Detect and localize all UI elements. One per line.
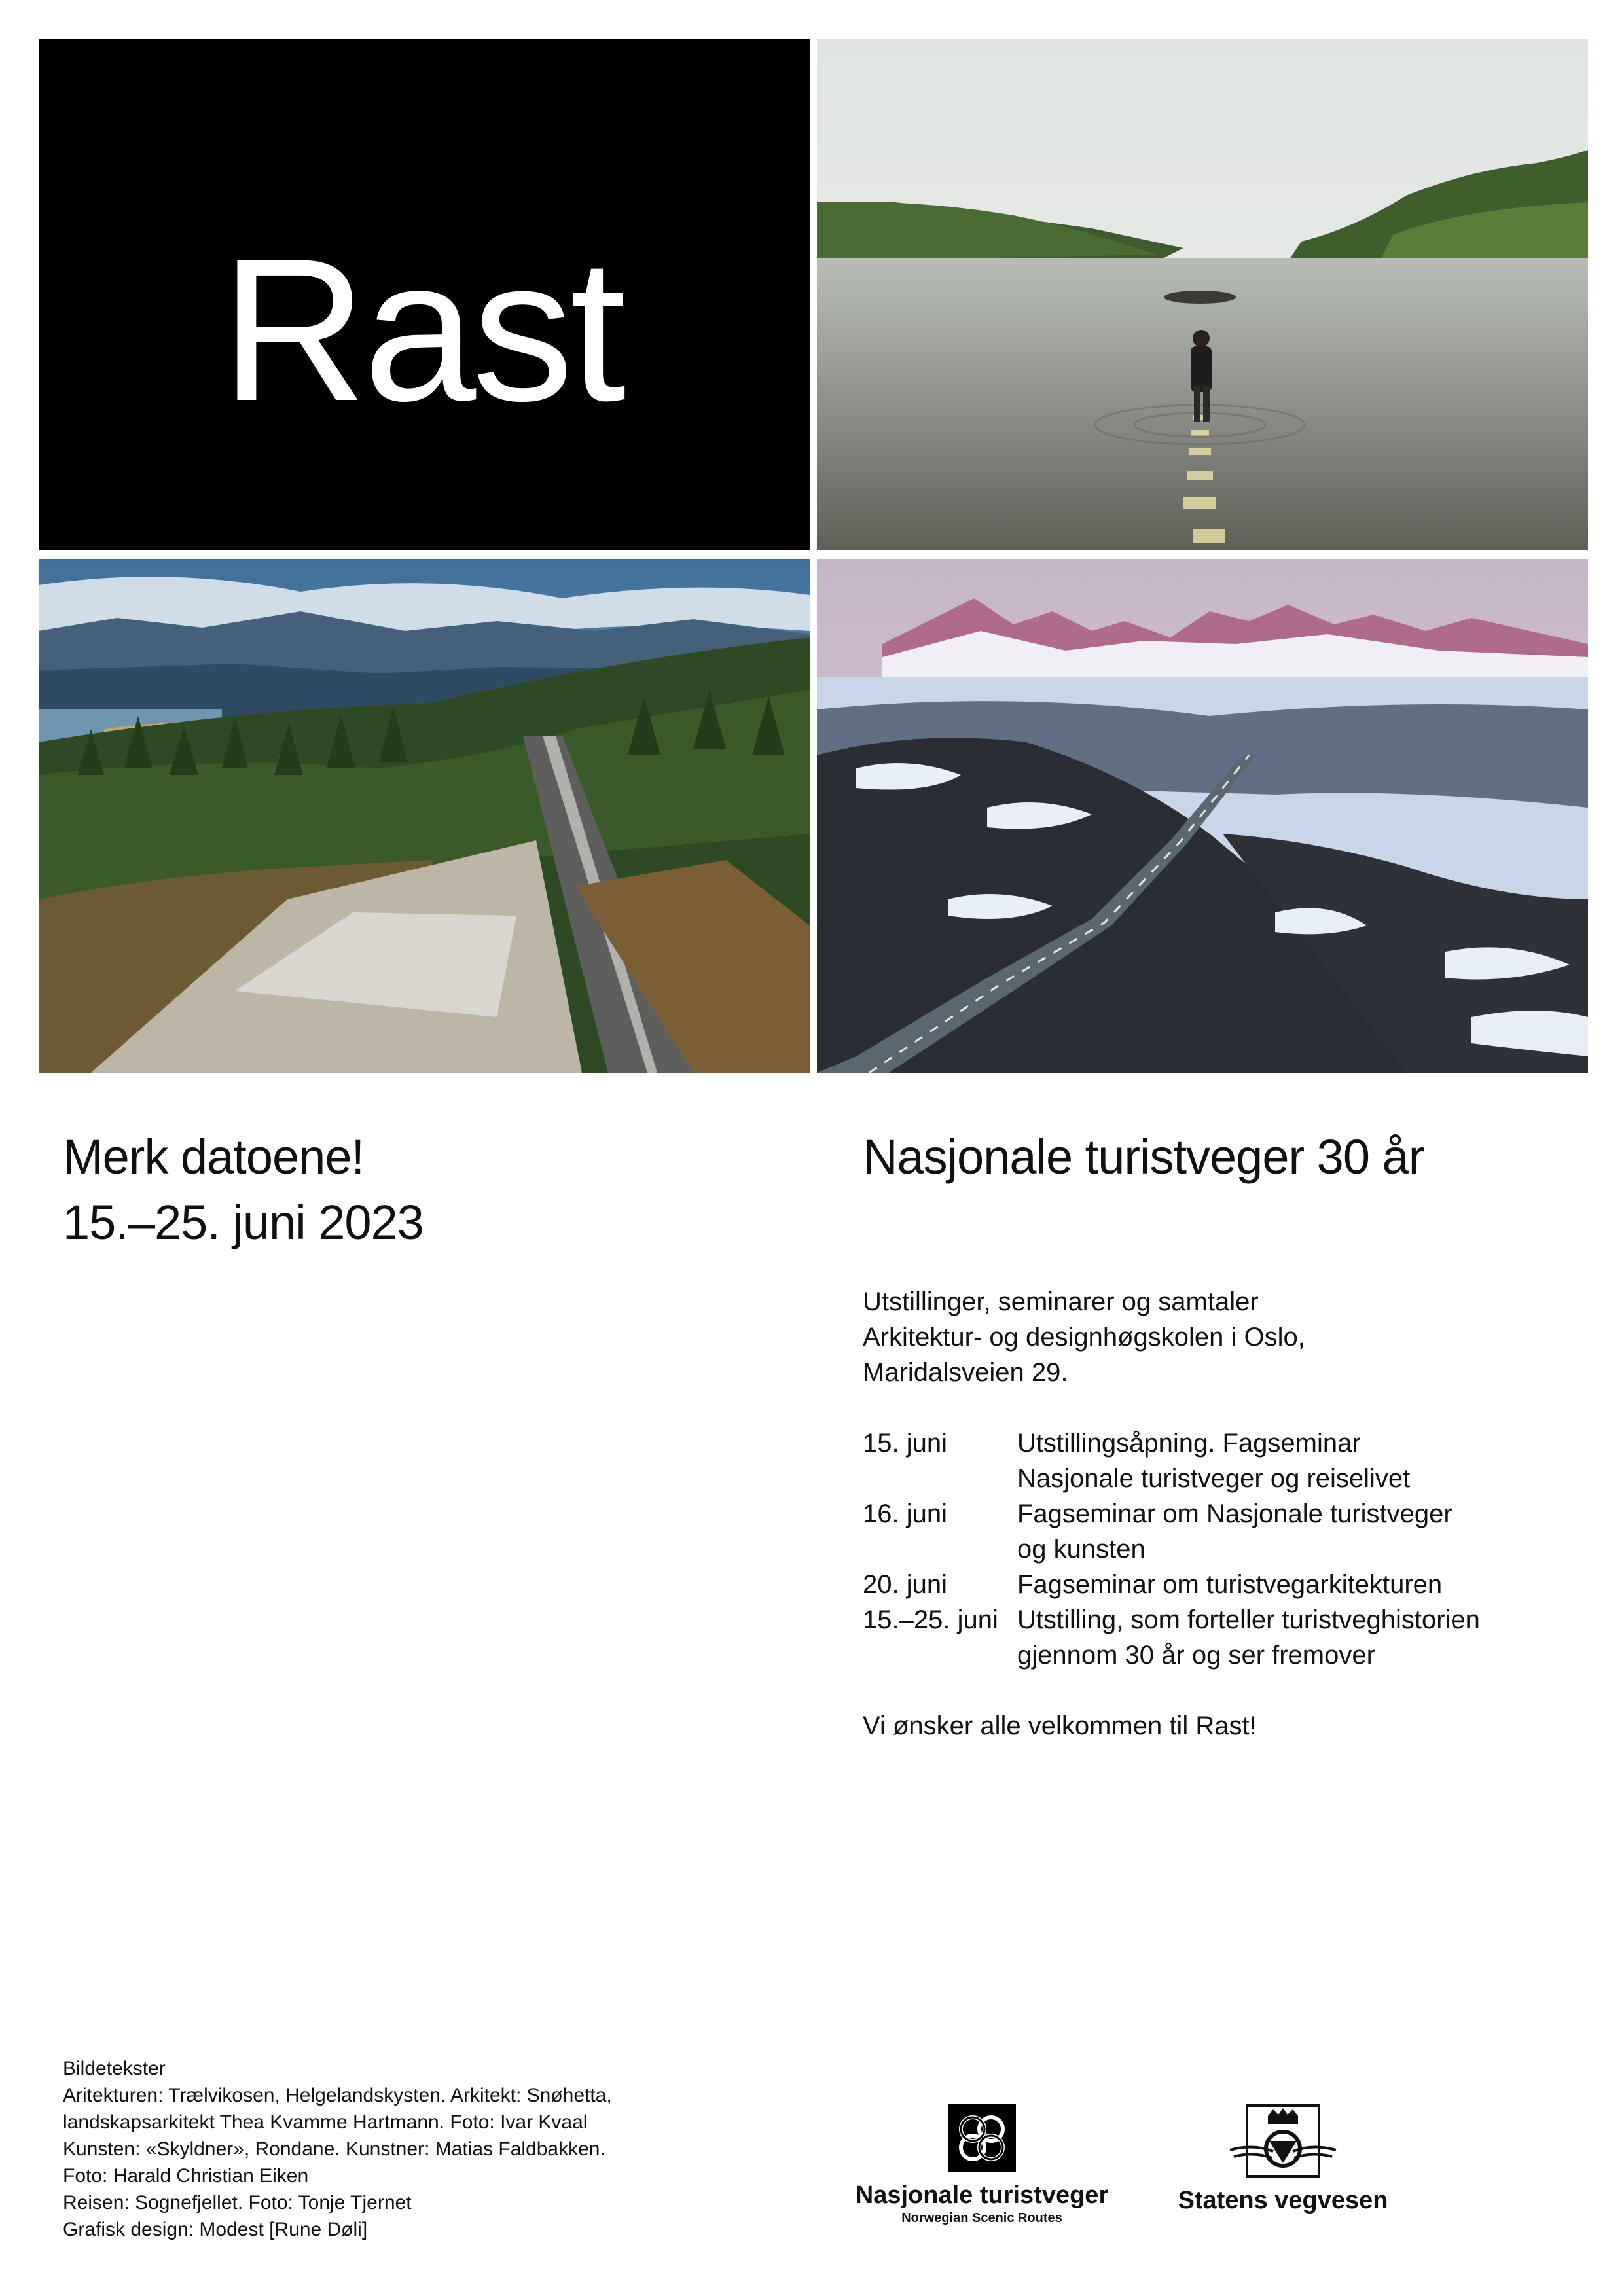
forest-photo-image bbox=[39, 559, 810, 1073]
schedule-line: Fagseminar om turistvegarkitekturen bbox=[1017, 1570, 1443, 1599]
credits-heading: Bildetekster bbox=[63, 2058, 166, 2079]
mountain-photo-image bbox=[817, 559, 1588, 1073]
photo-mountain-road bbox=[817, 559, 1588, 1073]
title-block bbox=[39, 39, 810, 550]
schedule-line: og kunsten bbox=[1017, 1535, 1146, 1564]
lake-photo-image bbox=[817, 39, 1588, 550]
photo-credits bbox=[63, 2055, 612, 2243]
vegvesen-logo-name: Statens vegvesen bbox=[1178, 2187, 1388, 2214]
schedule-date: 20. juni bbox=[863, 1570, 947, 1599]
event-dates: 15.–25. juni 2023 bbox=[63, 1195, 424, 1249]
schedule-line: Utstilling, som forteller turistveghistorien bbox=[1017, 1605, 1480, 1634]
anniversary-heading: Nasjonale turistveger 30 år bbox=[863, 1130, 1424, 1184]
schedule-line: Nasjonale turistveger og reiselivet bbox=[1017, 1464, 1411, 1493]
schedule-row bbox=[863, 1567, 1583, 1602]
intro-line: Maridalsveien 29. bbox=[863, 1358, 1068, 1387]
credit-line: landskapsarkitekt Thea Kvamme Hartmann. Foto: Ivar Kvaal bbox=[63, 2111, 588, 2133]
welcome-text: Vi ønsker alle velkommen til Rast! bbox=[863, 1712, 1257, 1740]
schedule-line: gjennom 30 år og ser fremover bbox=[1017, 1641, 1375, 1670]
photo-forest-rest-area bbox=[39, 559, 810, 1073]
credit-line: Aritekturen: Trælvikosen, Helgelandskysten. Arkitekt: Snøhetta, bbox=[63, 2085, 612, 2106]
nasjonale-turistveger-logo bbox=[851, 2104, 1113, 2226]
schedule-description bbox=[1017, 1496, 1583, 1567]
photo-lake bbox=[817, 39, 1588, 550]
credit-line: Kunsten: «Skyldner», Rondane. Kunstner: Matias Faldbakken. bbox=[63, 2138, 605, 2160]
schedule-row bbox=[863, 1602, 1583, 1673]
schedule-description bbox=[1017, 1567, 1583, 1602]
scenic-routes-knot-icon bbox=[948, 2104, 1016, 2172]
nasjonale-logo-name: Nasjonale turistveger bbox=[855, 2181, 1109, 2209]
nasjonale-logo-subtitle: Norwegian Scenic Routes bbox=[901, 2211, 1062, 2225]
intro-line: Arkitektur- og designhøgskolen i Oslo, bbox=[863, 1323, 1305, 1352]
intro-line: Utstillinger, seminarer og samtaler bbox=[863, 1287, 1259, 1316]
schedule-line: Utstillingsåpning. Fagseminar bbox=[1017, 1429, 1361, 1458]
schedule-date: 15. juni bbox=[863, 1429, 947, 1458]
schedule-row bbox=[863, 1496, 1583, 1567]
schedule-description bbox=[1017, 1602, 1583, 1673]
credit-line: Reisen: Sognefjellet. Foto: Tonje Tjernet bbox=[63, 2192, 412, 2214]
schedule-line: Fagseminar om Nasjonale turistveger bbox=[1017, 1499, 1453, 1528]
event-schedule bbox=[863, 1426, 1583, 1673]
schedule-date: 16. juni bbox=[863, 1499, 947, 1528]
schedule-row bbox=[863, 1426, 1583, 1496]
save-the-date-heading: Merk datoene! bbox=[63, 1130, 365, 1184]
credit-line: Grafisk design: Modest [Rune Døli] bbox=[63, 2219, 368, 2240]
credit-line: Foto: Harald Christian Eiken bbox=[63, 2165, 309, 2187]
event-intro bbox=[863, 1284, 1557, 1390]
poster-title: Rast bbox=[221, 216, 623, 443]
schedule-date: 15.–25. juni bbox=[863, 1605, 998, 1634]
crown-wheel-emblem-icon bbox=[1227, 2104, 1339, 2178]
statens-vegvesen-logo bbox=[1159, 2104, 1407, 2215]
schedule-description bbox=[1017, 1426, 1583, 1496]
